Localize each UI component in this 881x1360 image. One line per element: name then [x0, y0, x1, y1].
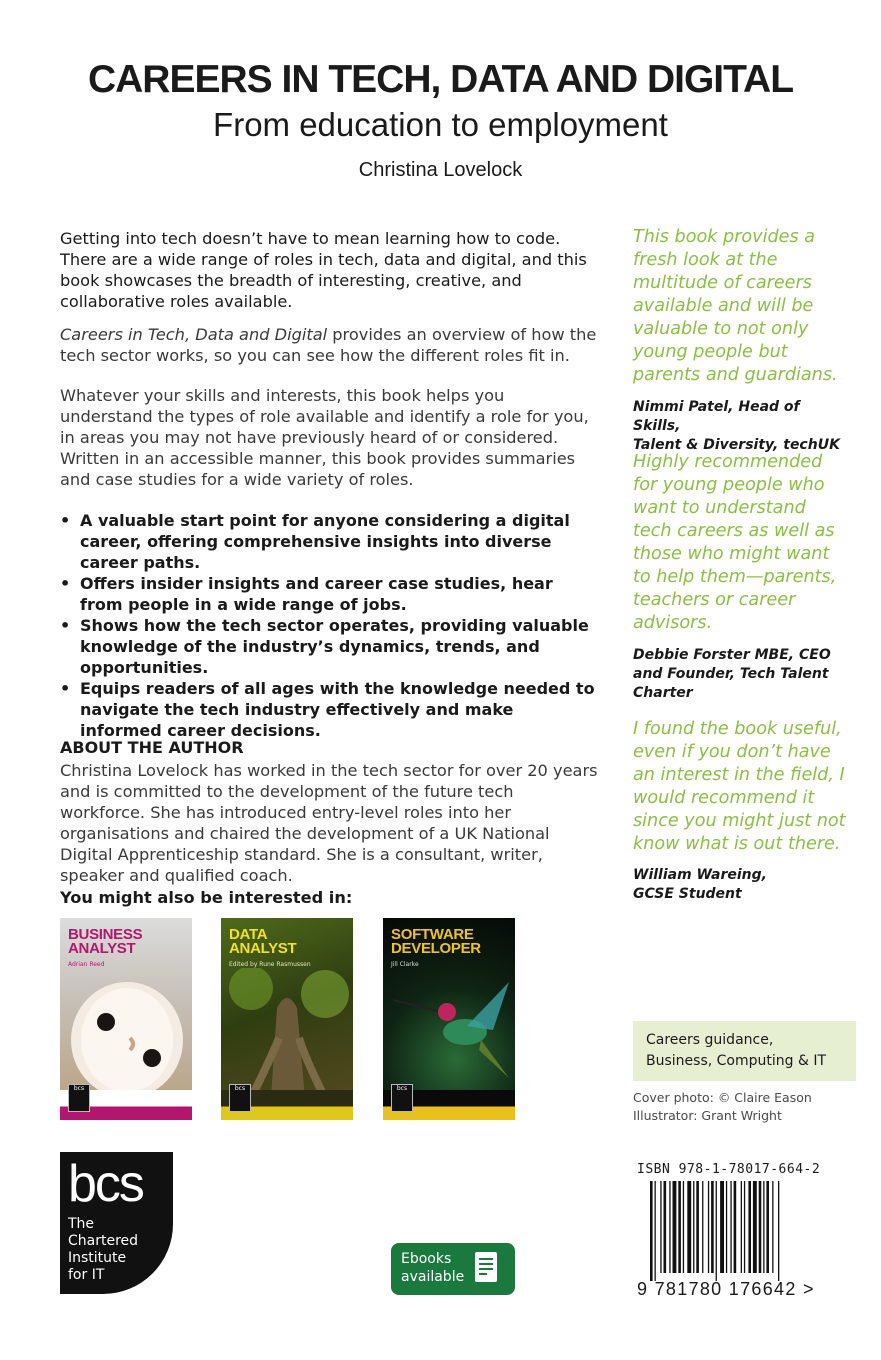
- tree-photo-icon: [221, 968, 353, 1098]
- barcode-bar: [693, 1181, 694, 1273]
- barcode-bar: [741, 1181, 742, 1273]
- barcode-bar: [678, 1181, 681, 1273]
- book-cover-title: BUSINESS ANALYST: [68, 926, 143, 957]
- book-title: CAREERS IN TECH, DATA AND DIGITAL: [87, 58, 794, 101]
- skills-paragraph: Whatever your skills and interests, this book helps you understand the types of role available and identify a role for you, in areas you may not have previously heard of or considered. Written in an accessible manner, this book provides summaries and case studies for a wide variety of roles.: [60, 386, 589, 489]
- book-title-italic: Careers in Tech, Data and Digital: [60, 325, 328, 344]
- book-cover-title: SOFTWARE DEVELOPER: [391, 926, 481, 957]
- overview-text: provides an overview of how the tech sector works, so you can see how the different roles fit in.: [60, 325, 597, 365]
- feature-item: • Offers insider insights and career case studies, hear from people in a wide range of jobs.: [60, 573, 600, 615]
- isbn-barcode: [648, 1181, 808, 1281]
- book-cover-author: Adrian Reed: [68, 961, 105, 968]
- cover-photo-credit: Cover photo: © Claire Eason: [633, 1090, 812, 1105]
- barcode-bar: [766, 1181, 769, 1273]
- isbn-label: ISBN 978-1-78017-664-2: [637, 1162, 821, 1177]
- book-cover-title: DATA ANALYST: [229, 926, 297, 957]
- barcode-bar: [734, 1181, 737, 1273]
- review-attribution: Nimmi Patel, Head of Skills, Talent & Diversity, techUK: [633, 399, 840, 453]
- review-attribution: Debbie Forster MBE, CEO and Founder, Tech Talent Charter: [633, 647, 831, 701]
- ebooks-available-badge: [391, 1243, 515, 1295]
- overview-paragraph: [60, 324, 600, 366]
- bcs-badge-icon: bcs: [229, 1084, 251, 1112]
- book-cover-author: Jill Clarke: [391, 961, 419, 968]
- barcode-bar: [759, 1181, 762, 1273]
- credits: [633, 1089, 812, 1125]
- intro-paragraph: Getting into tech doesn’t have to mean learning how to code. There are a wide range of roles in tech, data and digital, and this book showcases the breadth of interesting, creative, and collaborative roles available.: [60, 229, 587, 311]
- barcode-bar: [708, 1181, 709, 1273]
- barcode-bar: [763, 1181, 764, 1273]
- barcode-bar: [720, 1181, 724, 1273]
- barcode-bar: [716, 1181, 717, 1281]
- barcode-bar: [650, 1181, 653, 1281]
- barcode-bar: [655, 1181, 656, 1281]
- book-cover-author: Edited by Rune Rasmussen: [229, 961, 311, 968]
- barcode-bar: [726, 1181, 727, 1273]
- ebook-reader-icon: [475, 1252, 497, 1282]
- feature-list: [60, 510, 600, 741]
- review-quote: Highly recommended for young people who want to understand tech careers as well as those who might want to help them—parents, teachers or career advisors.: [633, 452, 837, 633]
- barcode-bar: [748, 1181, 751, 1273]
- barcode-bar: [696, 1181, 699, 1273]
- bcs-logo-wordmark: bcs: [68, 1155, 143, 1213]
- barcode-bar: [687, 1181, 691, 1273]
- review-attribution: William Wareing, GCSE Student: [633, 867, 767, 902]
- feature-item: • Equips readers of all ages with the knowledge needed to navigate the tech industry effectively and make informed career decisions.: [60, 678, 600, 741]
- book-subtitle: From education to employment: [213, 106, 668, 143]
- review-quote: I found the book useful, even if you don’t have an interest in the field, I would recommend it since you might just not know what is out there.: [633, 719, 846, 854]
- barcode-bar: [683, 1181, 684, 1273]
- book-author: Christina Lovelock: [358, 159, 523, 181]
- category-line: Business, Computing & IT: [646, 1053, 827, 1069]
- barcode-bar: [772, 1181, 773, 1273]
- barcode-bar: [702, 1181, 703, 1273]
- barcode-bar: [711, 1181, 714, 1273]
- feature-item: • A valuable start point for anyone considering a digital career, offering comprehensive insights into diverse career paths.: [60, 510, 600, 573]
- bcs-badge-icon: bcs: [68, 1084, 90, 1112]
- barcode-bar: [673, 1181, 677, 1273]
- related-book-data-analyst[interactable]: [221, 918, 353, 1120]
- barcode-bar: [669, 1181, 670, 1273]
- barcode-bar: [778, 1181, 779, 1281]
- related-book-software-developer[interactable]: [383, 918, 515, 1120]
- illustrator-credit: Illustrator: Grant Wright: [633, 1108, 782, 1123]
- owl-photo-icon: [68, 978, 186, 1098]
- category-line: Careers guidance,: [646, 1032, 774, 1048]
- related-book-business-analyst[interactable]: [60, 918, 192, 1120]
- barcode-bar: [753, 1181, 757, 1273]
- hummingbird-photo-icon: [383, 978, 515, 1088]
- ebooks-label: Ebooks available: [401, 1251, 465, 1285]
- about-author-heading: ABOUT THE AUTHOR: [60, 738, 244, 757]
- review-quote: This book provides a fresh look at the multitude of careers available and will be valuable to not only young people but parents and guardians.: [633, 227, 838, 385]
- bcs-badge-icon: bcs: [391, 1084, 413, 1112]
- about-author-text: Christina Lovelock has worked in the tech sector for over 20 years and is committed to the development of the future tech workforce. She has introduced entry-level roles into her organisations and chaired the development of a UK National Digital Apprenticeship standard. She is a consultant, writer, speaker and qualified coach.: [60, 761, 598, 885]
- feature-item: • Shows how the tech sector operates, providing valuable knowledge of the industry’s dynamics, trends, and opportunities.: [60, 615, 600, 678]
- bcs-logo: [60, 1152, 173, 1294]
- barcode-bar: [664, 1181, 667, 1273]
- barcode-bar: [730, 1181, 731, 1273]
- bcs-logo-tagline: The Chartered Institute for IT: [68, 1216, 139, 1283]
- subject-category-box: [633, 1021, 856, 1081]
- isbn-digits: 9 781780 176642 >: [637, 1279, 815, 1299]
- barcode-bar: [660, 1181, 661, 1273]
- barcode-bar: [744, 1181, 745, 1273]
- related-books-heading: You might also be interested in:: [60, 888, 353, 907]
